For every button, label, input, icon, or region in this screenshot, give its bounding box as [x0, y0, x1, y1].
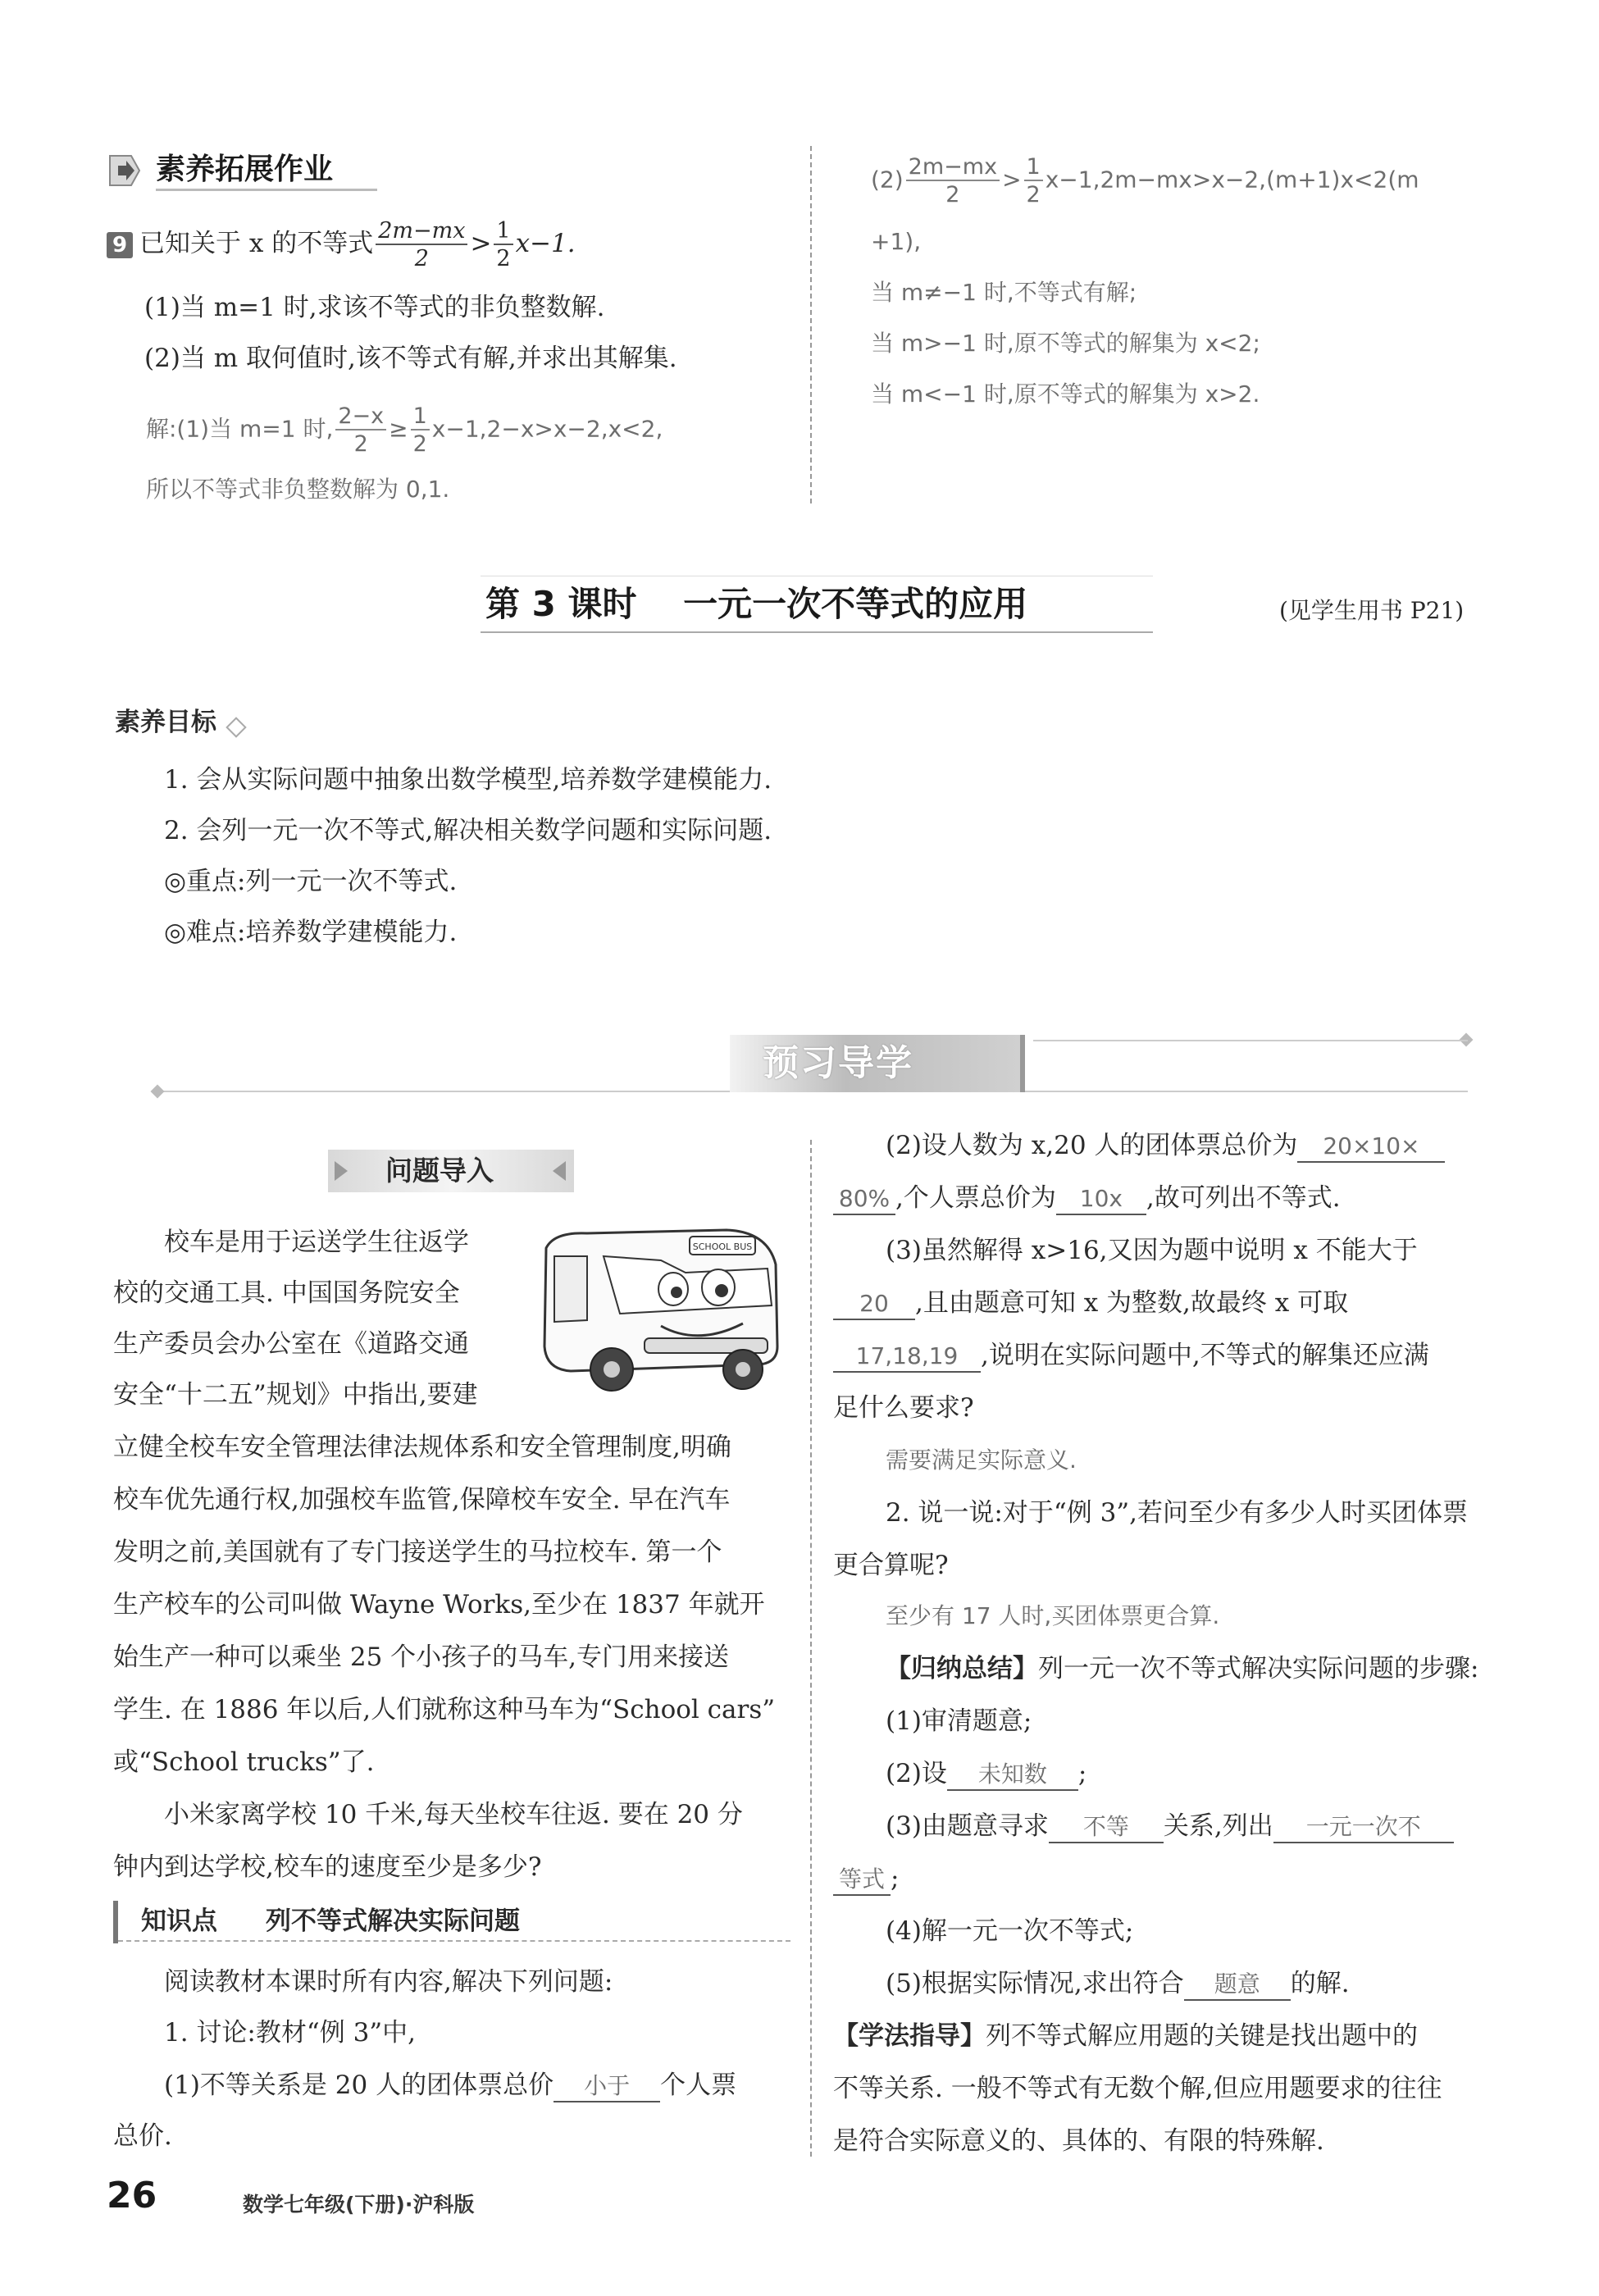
answer-blank: 题意 — [1184, 1970, 1291, 2001]
knowledge-discuss: 1. 讨论:教材“例 3”中, — [164, 2018, 417, 2048]
say-line-1: 2. 说一说:对于“例 3”,若问至少有多少人时买团体票 — [886, 1498, 1469, 1528]
step-2: (2)设 未知数 ; — [886, 1756, 1086, 1791]
method-line-1: 【学法指导】列不等式解应用题的关键是找出题中的 — [833, 2021, 1418, 2051]
answer-blank: 一元一次不 — [1273, 1812, 1454, 1843]
goal-item-2: 2. 会列一元一次不等式,解决相关数学问题和实际问题. — [164, 816, 772, 845]
knowledge-q1-line2: 总价. — [113, 2121, 172, 2151]
intro-line-8: 生产校车的公司叫做 Wayne Works,至少在 1837 年就开 — [113, 1590, 765, 1620]
lesson-title: 第 3 课时 一元一次不等式的应用 — [485, 584, 1028, 624]
answer-blank: 10x — [1056, 1184, 1146, 1215]
intro-line-10: 学生. 在 1886 年以后,人们就称这种马车为“School cars” — [113, 1695, 776, 1724]
banner-line-upper — [1033, 1040, 1468, 1041]
right-q3-answer: 需要满足实际意义. — [886, 1446, 1077, 1474]
triangle-left-icon — [335, 1161, 348, 1181]
lesson-reference: (见学生用书 P21) — [1279, 597, 1465, 624]
fraction: $\frac{2m-mx}{2}$ — [906, 156, 1000, 206]
fraction: $\frac{1}{2}$ — [411, 405, 430, 455]
fraction: $\frac{1}{2}$ — [494, 220, 512, 270]
school-bus-illustration — [522, 1223, 792, 1404]
right-q3-line2: 20 ,且由题意可知 x 为整数,故最终 x 可取 — [833, 1286, 1348, 1320]
say-answer: 至少有 17 人时,买团体票更合算. — [886, 1602, 1220, 1629]
intro-heading-box — [328, 1150, 574, 1192]
intro-wrap-line-4: 安全“十二五”规划》中指出,要建 — [113, 1380, 478, 1410]
fraction: $\frac{2m-mx}{2}$ — [376, 220, 467, 270]
goals-heading: 素养目标 — [115, 705, 244, 740]
knowledge-q1: (1)不等关系是 20 人的团体票总价 小于 个人票 — [164, 2068, 736, 2102]
answer-blank: 等式 — [833, 1865, 891, 1896]
fraction: $\frac{2-x}{2}$ — [335, 405, 386, 455]
right-q3-line1: (3)虽然解得 x>16,又因为题中说明 x 不能大于 — [886, 1236, 1418, 1265]
book-title: 数学七年级(下册)·沪科版 — [243, 2193, 475, 2216]
banner-box — [730, 1035, 1025, 1092]
answer-2-line-5: 当 m<−1 时,原不等式的解集为 x>2. — [871, 380, 1260, 408]
answer-blank: 20×10× — [1297, 1132, 1445, 1163]
say-line-2: 更合算呢? — [833, 1551, 949, 1580]
summary-line: 【归纳总结】列一元一次不等式解决实际问题的步骤: — [886, 1654, 1479, 1683]
sub-question-2: (2)当 m 取何值时,该不等式有解,并求出其解集. — [144, 344, 677, 373]
goal-item-1: 1. 会从实际问题中抽象出数学模型,培养数学建模能力. — [164, 765, 772, 795]
bus-sign-text: SCHOOL BUS — [692, 1241, 753, 1252]
column-divider-lower — [810, 1140, 812, 2157]
right-q2-line2: 80% ,个人票总价为 10x ,故可列出不等式. — [833, 1181, 1341, 1215]
intro-question-line-2: 钟内到达学校,校车的速度至少是多少? — [113, 1852, 542, 1882]
goal-difficult-point: ◎难点:培养数学建模能力. — [164, 918, 458, 947]
answer-1-line-1: 解:(1)当 m=1 时, $\frac{2-x}{2}$ ≥ $\frac{1}{2}$ x−1,2−x>x−2,x<2, — [146, 403, 663, 457]
answer-2-line-1: (2) $\frac{2m-mx}{2}$ > $\frac{1}{2}$ x−1,2m−mx>x−2,(m+1)x<2(m — [871, 154, 1419, 207]
knowledge-heading — [113, 1901, 786, 1943]
answer-blank: 未知数 — [947, 1760, 1078, 1791]
intro-line-5: 立健全校车安全管理法律法规体系和安全管理制度,明确 — [113, 1433, 731, 1462]
answer-2-line-3: 当 m≠−1 时,不等式有解; — [871, 279, 1137, 306]
banner-dot-left — [151, 1085, 165, 1099]
step-3-line2: 等式 ; — [833, 1861, 899, 1896]
step-1: (1)审清题意; — [886, 1706, 1032, 1736]
answer-2-line-4: 当 m>−1 时,原不等式的解集为 x<2; — [871, 330, 1260, 357]
column-divider — [810, 146, 812, 503]
method-line-3: 是符合实际意义的、具体的、有限的特殊解. — [833, 2126, 1324, 2156]
intro-line-11: 或“School trucks”了. — [113, 1747, 375, 1777]
lesson-title-box — [481, 576, 1153, 633]
answer-blank: 80% — [833, 1184, 895, 1215]
intro-wrap-line-1: 校车是用于运送学生往返学 — [164, 1228, 469, 1257]
arrow-tab-icon — [107, 153, 143, 189]
intro-line-7: 发明之前,美国就有了专门接送学生的马拉校车. 第一个 — [113, 1538, 722, 1567]
intro-heading: 问题导入 — [385, 1155, 494, 1187]
question-number-badge: 9 — [107, 232, 133, 258]
answer-blank: 不等 — [1049, 1812, 1164, 1843]
section-title: 素养拓展作业 — [156, 153, 334, 186]
intro-wrap-line-3: 生产委员会办公室在《道路交通 — [113, 1329, 469, 1359]
intro-line-9: 始生产一种可以乘坐 25 个小孩子的马车,专门用来接送 — [113, 1642, 730, 1672]
fraction: $\frac{1}{2}$ — [1024, 156, 1043, 206]
intro-question-line-1: 小米家离学校 10 千米,每天坐校车往返. 要在 20 分 — [164, 1800, 743, 1829]
sub-question-1: (1)当 m=1 时,求该不等式的非负整数解. — [144, 293, 605, 322]
knowledge-title: 列不等式解决实际问题 — [266, 1906, 520, 1936]
banner-title: 预习导学 — [763, 1042, 913, 1084]
step-3: (3)由题意寻求 不等 关系,列出 一元一次不 — [886, 1809, 1454, 1843]
method-line-2: 不等关系. 一般不等式有无数个解,但应用题要求的往往 — [833, 2074, 1442, 2103]
answer-1-line-2: 所以不等式非负整数解为 0,1. — [146, 476, 450, 503]
answer-blank: 20 — [833, 1289, 915, 1320]
page-number: 26 — [107, 2175, 157, 2216]
step-4: (4)解一元一次不等式; — [886, 1916, 1134, 1946]
answer-blank: 17,18,19 — [833, 1342, 981, 1373]
right-q2-line1: (2)设人数为 x,20 人的团体票总价为 20×10× — [886, 1128, 1445, 1163]
right-q3-line3: 17,18,19 ,说明在实际问题中,不等式的解集还应满 — [833, 1338, 1429, 1373]
goal-key-point: ◎重点:列一元一次不等式. — [164, 867, 458, 896]
triangle-right-icon — [553, 1161, 566, 1181]
answer-blank: 小于 — [554, 2071, 660, 2102]
intro-wrap-line-2: 校的交通工具. 中国国务院安全 — [113, 1278, 460, 1308]
answer-2-line-2: +1), — [871, 228, 922, 255]
intro-line-6: 校车优先通行权,加强校车监管,保障校车安全. 早在汽车 — [113, 1485, 731, 1515]
step-5: (5)根据实际情况,求出符合 题意 的解. — [886, 1966, 1350, 2001]
section-heading — [107, 148, 377, 194]
diamond-icon — [226, 717, 246, 737]
knowledge-label: 知识点 — [141, 1906, 217, 1936]
question-9: 9 已知关于 x 的不等式 $\frac{2m-mx}{2}$ > $\frac{1}{2}$ x−1. — [107, 220, 576, 270]
knowledge-read: 阅读教材本课时所有内容,解决下列问题: — [164, 1967, 613, 1997]
right-q3-line4: 足什么要求? — [833, 1393, 974, 1423]
